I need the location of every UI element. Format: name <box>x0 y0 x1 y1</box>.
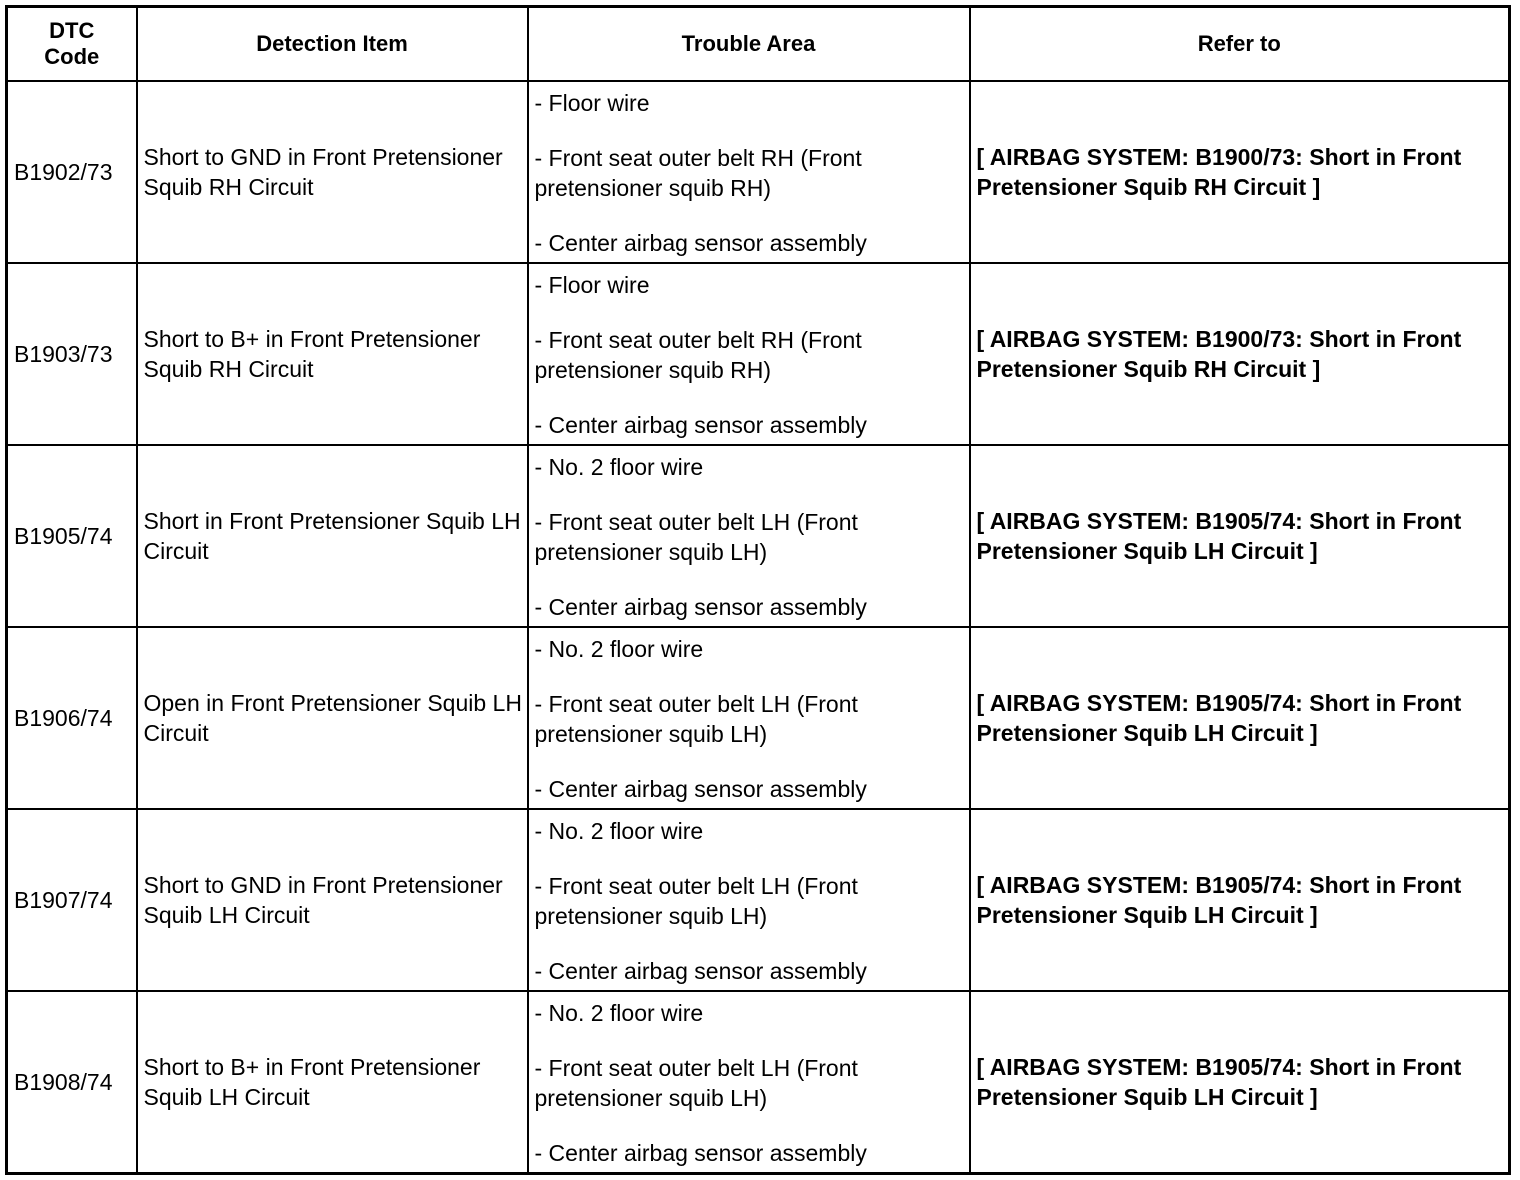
trouble-area-line: - Front seat outer belt RH (Front pretensioner squib RH) <box>534 145 862 201</box>
dtc-code-cell: B1902/73 <box>7 81 137 263</box>
refer-to-cell: [ AIRBAG SYSTEM: B1905/74: Short in Front Pretensioner Squib LH Circuit ] <box>970 991 1510 1174</box>
detection-item-cell: Short to B+ in Front Pretensioner Squib RH Circuit <box>137 263 528 445</box>
trouble-area-line: - Center airbag sensor assembly <box>534 594 867 620</box>
trouble-area-line: - Front seat outer belt LH (Front pretensioner squib LH) <box>534 1055 858 1111</box>
refer-to-cell: [ AIRBAG SYSTEM: B1900/73: Short in Front Pretensioner Squib RH Circuit ] <box>970 263 1510 445</box>
refer-to-cell: [ AIRBAG SYSTEM: B1900/73: Short in Front Pretensioner Squib RH Circuit ] <box>970 81 1510 263</box>
refer-to-cell: [ AIRBAG SYSTEM: B1905/74: Short in Front Pretensioner Squib LH Circuit ] <box>970 809 1510 991</box>
header-row <box>7 7 1510 82</box>
trouble-area-cell <box>528 81 970 263</box>
header-dtc-code-line2: Code <box>44 44 100 69</box>
trouble-area-line: - No. 2 floor wire <box>534 636 704 662</box>
trouble-area-line: - Front seat outer belt LH (Front pretensioner squib LH) <box>534 873 858 929</box>
dtc-code-cell: B1903/73 <box>7 263 137 445</box>
refer-to-cell: [ AIRBAG SYSTEM: B1905/74: Short in Front Pretensioner Squib LH Circuit ] <box>970 627 1510 809</box>
header-dtc-code <box>7 7 137 82</box>
trouble-area-line: - Center airbag sensor assembly <box>534 230 867 256</box>
refer-to-cell: [ AIRBAG SYSTEM: B1905/74: Short in Front Pretensioner Squib LH Circuit ] <box>970 445 1510 627</box>
trouble-area-cell <box>528 991 970 1174</box>
table-row <box>7 809 1510 991</box>
dtc-code-cell: B1908/74 <box>7 991 137 1174</box>
trouble-area-cell <box>528 809 970 991</box>
header-trouble-area: Trouble Area <box>528 7 970 82</box>
trouble-area-line: - Center airbag sensor assembly <box>534 412 867 438</box>
trouble-area-cell <box>528 263 970 445</box>
dtc-table <box>5 5 1511 1175</box>
table-row <box>7 81 1510 263</box>
dtc-code-cell: B1905/74 <box>7 445 137 627</box>
detection-item-cell: Short to GND in Front Pretensioner Squib LH Circuit <box>137 809 528 991</box>
header-dtc-code-line1: DTC <box>49 18 95 43</box>
table-row <box>7 991 1510 1174</box>
trouble-area-line: - Center airbag sensor assembly <box>534 958 867 984</box>
table-row <box>7 627 1510 809</box>
trouble-area-line: - Floor wire <box>534 90 650 116</box>
trouble-area-line: - No. 2 floor wire <box>534 1000 704 1026</box>
trouble-area-line: - No. 2 floor wire <box>534 818 704 844</box>
trouble-area-line: - Front seat outer belt RH (Front pretensioner squib RH) <box>534 327 862 383</box>
trouble-area-cell <box>528 445 970 627</box>
trouble-area-line: - No. 2 floor wire <box>534 454 704 480</box>
trouble-area-line: - Floor wire <box>534 272 650 298</box>
dtc-code-cell: B1907/74 <box>7 809 137 991</box>
trouble-area-line: - Front seat outer belt LH (Front pretensioner squib LH) <box>534 509 858 565</box>
detection-item-cell: Short to B+ in Front Pretensioner Squib LH Circuit <box>137 991 528 1174</box>
table-row <box>7 445 1510 627</box>
trouble-area-line: - Center airbag sensor assembly <box>534 1140 867 1166</box>
dtc-code-cell: B1906/74 <box>7 627 137 809</box>
trouble-area-line: - Front seat outer belt LH (Front pretensioner squib LH) <box>534 691 858 747</box>
detection-item-cell: Open in Front Pretensioner Squib LH Circuit <box>137 627 528 809</box>
table-row <box>7 263 1510 445</box>
detection-item-cell: Short in Front Pretensioner Squib LH Circuit <box>137 445 528 627</box>
trouble-area-line: - Center airbag sensor assembly <box>534 776 867 802</box>
header-detection-item: Detection Item <box>137 7 528 82</box>
detection-item-cell: Short to GND in Front Pretensioner Squib RH Circuit <box>137 81 528 263</box>
trouble-area-cell <box>528 627 970 809</box>
header-refer-to: Refer to <box>970 7 1510 82</box>
